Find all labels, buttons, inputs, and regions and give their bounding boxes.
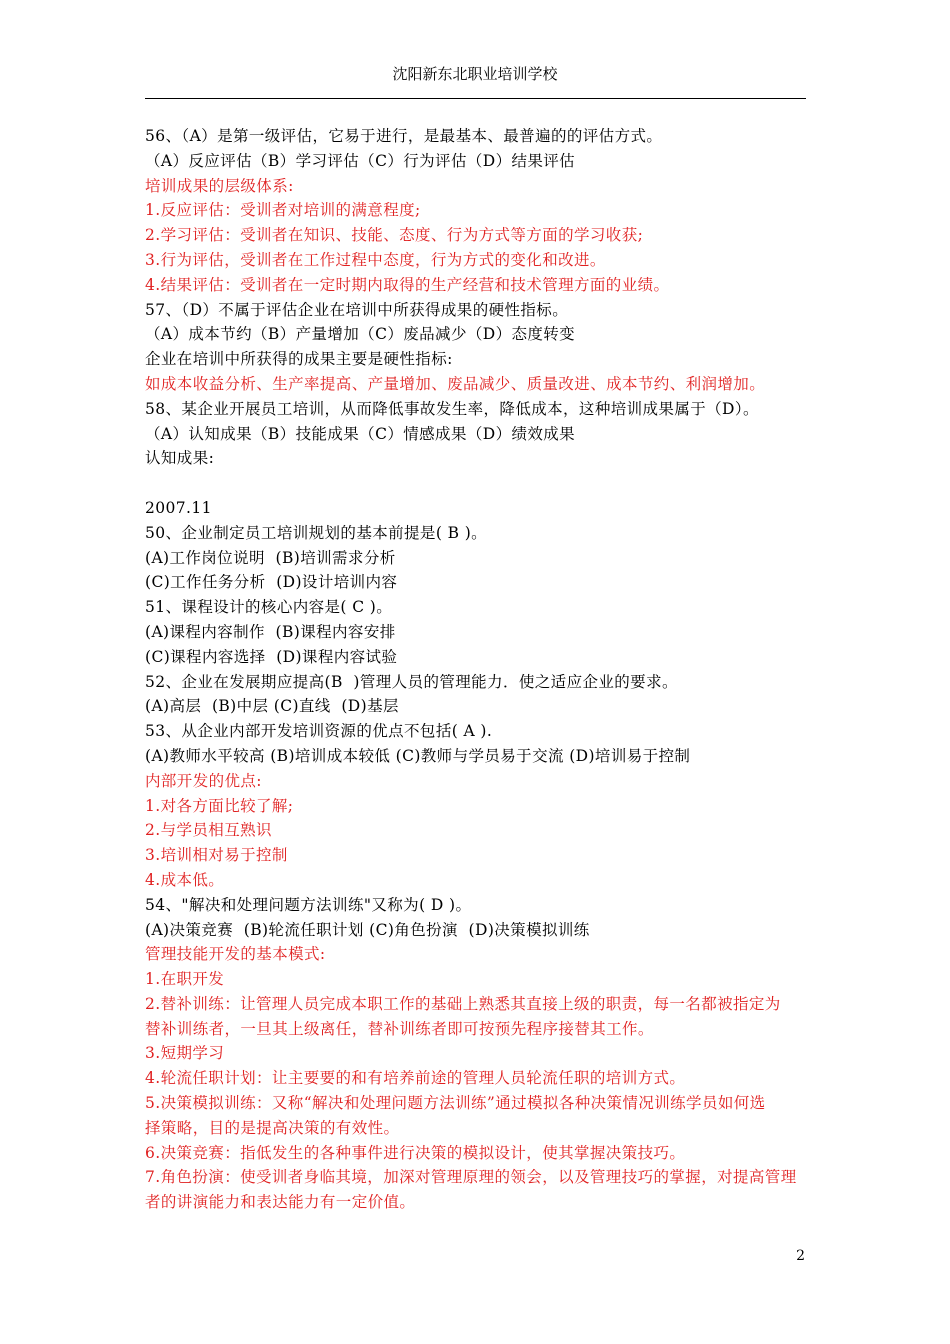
text-line: 管理技能开发的基本模式:	[145, 945, 326, 964]
text-line: 5.决策模拟训练：又称“解决和处理问题方法训练”通过模拟各种决策情况训练学员如何选	[145, 1094, 766, 1113]
text-line: 57、（D）不属于评估企业在培训中所获得成果的硬性指标。	[145, 300, 569, 319]
text-line: 51、课程设计的核心内容是( C )。	[145, 598, 393, 617]
text-line: 3.培训相对易于控制	[145, 846, 288, 865]
text-line: 2007.11	[145, 498, 212, 517]
text-line: 认知成果:	[145, 449, 215, 468]
text-line: （A）成本节约（B）产量增加（C）废品减少（D）态度转变	[145, 325, 576, 344]
text-line: 1.对各方面比较了解;	[145, 796, 294, 815]
text-line: (C)工作任务分析 (D)设计培训内容	[145, 573, 398, 592]
header-divider	[145, 98, 806, 99]
text-line: （A）认知成果（B）技能成果（C）情感成果（D）绩效成果	[145, 424, 576, 443]
text-line: 53、从企业内部开发培训资源的优点不包括( A ).	[145, 722, 493, 741]
text-line: 50、企业制定员工培训规划的基本前提是( B )。	[145, 523, 488, 542]
text-line: 2.与学员相互熟识	[145, 821, 272, 840]
text-line: (A)课程内容制作 (B)课程内容安排	[145, 622, 396, 641]
text-line: 2.替补训练：让管理人员完成本职工作的基础上熟悉其直接上级的职责，每一名都被指定为	[145, 994, 781, 1013]
page-header-title: 沈阳新东北职业培训学校	[392, 65, 558, 83]
text-line: (C)课程内容选择 (D)课程内容试验	[145, 647, 398, 666]
text-line: 4.结果评估：受训者在一定时期内取得的生产经营和技术管理方面的业绩。	[145, 275, 670, 294]
document-body	[145, 124, 810, 1215]
text-line: 者的讲演能力和表达能力有一定价值。	[145, 1193, 416, 1212]
page-number: 2	[796, 1248, 805, 1264]
text-line: 如成本收益分析、生产率提高、产量增加、废品减少、质量改进、成本节约、利润增加。	[145, 374, 766, 393]
text-line: 4.成本低。	[145, 870, 225, 889]
text-line: (A)高层 (B)中层 (C)直线 (D)基层	[145, 697, 399, 716]
text-line: (A)教师水平较高 (B)培训成本较低 (C)教师与学员易于交流 (D)培训易于控制	[145, 746, 691, 765]
text-line: 1.在职开发	[145, 970, 225, 989]
text-line: (A)决策竞赛 (B)轮流任职计划 (C)角色扮演 (D)决策模拟训练	[145, 920, 590, 939]
text-line: （A）反应评估（B）学习评估（C）行为评估（D）结果评估	[145, 151, 576, 170]
text-line: (A)工作岗位说明 (B)培训需求分析	[145, 548, 396, 567]
text-line: 54、"解决和处理问题方法训练"又称为( D )。	[145, 895, 472, 914]
blank-line	[145, 471, 810, 496]
text-line: 替补训练者，一旦其上级离任，替补训练者即可按预先程序接替其工作。	[145, 1019, 654, 1038]
text-line: 7.角色扮演：使受训者身临其境，加深对管理原理的领会，以及管理技巧的掌握，对提高管理	[145, 1168, 797, 1187]
text-line: 4.轮流任职计划：让主要要的和有培养前途的管理人员轮流任职的培训方式。	[145, 1069, 686, 1088]
text-line: 培训成果的层级体系:	[145, 176, 294, 195]
text-line: 1.反应评估：受训者对培训的满意程度;	[145, 201, 421, 220]
text-line: 3.行为评估，受训者在工作过程中态度，行为方式的变化和改进。	[145, 250, 606, 269]
text-line: 58、某企业开展员工培训，从而降低事故发生率，降低成本，这种培训成果属于（D）。	[145, 399, 759, 418]
text-line: 52、企业在发展期应提高(B )管理人员的管理能力．使之适应企业的要求。	[145, 672, 678, 691]
text-line: 内部开发的优点:	[145, 771, 262, 790]
text-line: 企业在培训中所获得的成果主要是硬性指标:	[145, 350, 453, 369]
text-line: 2.学习评估：受训者在知识、技能、态度、行为方式等方面的学习收获;	[145, 226, 644, 245]
text-line: 56、（A）是第一级评估，它易于进行，是最基本、最普遍的的评估方式。	[145, 127, 663, 145]
text-line: 6.决策竞赛：指低发生的各种事件进行决策的模拟设计，使其掌握决策技巧。	[145, 1143, 686, 1162]
text-line: 3.短期学习	[145, 1044, 225, 1063]
text-line: 择策略，目的是提高决策的有效性。	[145, 1118, 400, 1137]
